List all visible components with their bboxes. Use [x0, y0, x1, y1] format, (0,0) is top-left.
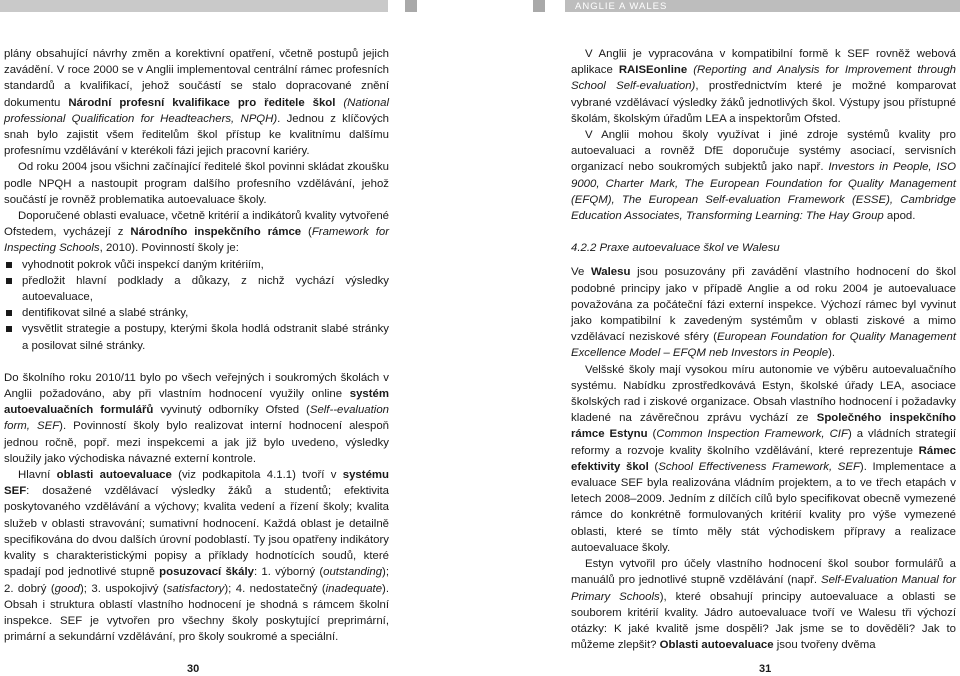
left-paragraph-5: Hlavní oblasti autoevaluace (viz podkapitola 4.1.1) tvoří v systému SEF: dosažené vzdělávací výsledky žáků a studentů; efektivita poskytovaného vzdělávání a výchovy; kvalita vedení a řízení školy; kvalita služeb v oblasti stravování; sumativní hodnocení. Každá oblast je detailně specifikována do dvou dalších úrovní podoblastí. Ty jsou opatřeny indikátory kvality s charakteristickými popisy a příklady hodnotících soudů, které spadají pod jednotlivé stupně posuzovací škály: 1. výborný (outstanding); 2. dobrý (good); 3. uspokojivý (satisfactory); 4. nedostatečný (inadequate). Obsah i struktura oblastí vlastního hodnocení je shodná s rámcem školní inspekce. SEF je vytvořen pro všechny školy poskytující preprimární, primární a sekundární vzdělávání, pro školy soukromé a speciální. — [4, 469, 389, 644]
left-paragraph-4: Do školního roku 2010/11 bylo po všech veřejných i soukromých školách v Anglii požadováno, aby při vlastním hodnocení využily online systém autoevaluačních formulářů vyvinutý odborníky Ofsted (Self--evaluation form, SEF). Povinností školy bylo realizovat interní hodnocení alespoň jednou ročně, popř. mezi inspekcemi a jak již bylo uvedeno, výsledky sloužily jako východiska návazné externí kontrole. — [4, 371, 389, 465]
header-marker-right — [533, 0, 545, 12]
square-bullet-icon — [6, 326, 12, 332]
header-marker-left — [405, 0, 417, 12]
right-paragraph-4: Velšské školy mají vysokou míru autonomie ve výběru autoevaluačního systému. Nabídku zprostředkovává Estyn, školské úřady LEA, asociace školských rad i ziskové organizace. Obsah vlastního hodnocení i požadavky kladené na závěrečnou zprávu vychází ze Společného inspekčního rámce Estynu (Common Inspection Framework, CIF) a vládních strategií reformy a rozvoje kvality školního vzdělávání, které reprezentuje Rámec efektivity škol (School Effectiveness Framework, SEF). Implementace a evaluace SEF byla realizována vládním projektem, a to ve třech etapách v letech 2008–2009. Jedním z dílčích cílů bylo specifikovat obecně vymezené rámce do konkrétně formulovaných kritérií kvality pro výše vymezené oblasti, které se tímto měly stát východiskem přípravy a realizace autoevaluace školy. — [571, 363, 956, 554]
right-paragraph-5: Estyn vytvořil pro účely vlastního hodnocení škol soubor formulářů a manuálů pro jednotlivé stupně vzdělávání (např. Self-Evaluation Manual for Primary Schools), které obsahují principy autoevaluace a oblasti se souborem kritérií kvality. Jádro autoevaluace tvoří ve Walesu tři výchozí otázky: K jaké kvalitě jsme dospěli? Jak jsme se to dověděli? Jak to můžeme zlepšit? Oblasti autoevaluace jsou tvořeny dvěma — [571, 558, 957, 652]
right-paragraph-3: Ve Walesu jsou posuzovány při zavádění vlastního hodnocení do škol podobné principy jako v případě Anglie a od roku 2004 je autoevaluace považována za počáteční fázi externí inspekce. Výchozí rámec byl vyvinut jako kompatibilní k zavedeným systémům v oblasti ziskové a mimo vzdělávací neziskové sféry (European Foundation for Quality Management Excellence Model – EFQM neb Investors in People). — [571, 266, 956, 360]
square-bullet-icon — [6, 310, 12, 316]
right-paragraph-2: V Anglii mohou školy využívat i jiné zdroje systémů kvality pro autoevaluaci a rovněž DfE doporučuje systémy asociací, servisních organizací nebo soukromých subjektů jako např. Investors in People, ISO 9000, Charter Mark, The European Foundation for Quality Management (EFQM), The European Self-evaluation Framework (ESSE), Cambridge Education Associates, Transforming Learning: The Hay Group apod. — [571, 129, 957, 223]
left-paragraph-1: plány obsahující návrhy změn a korektivní opatření, včetně postupů jejich zavádění. V roce 2000 se v Anglii implementoval centrální rámec profesních standardů a kvalifikací, jehož součástí se stalo dopracované znění dokumentu Národní profesní kvalifikace pro ředitele škol (National professional Qualification for Headteachers, NPQH). Jednou z klíčových snah bylo zajistit všem ředitelům škol přístup ke kvalitnímu dalšímu profesnímu vzdělávání v kterékoli fázi jejich pracovní kariéry. — [4, 48, 389, 158]
left-column — [4, 46, 389, 645]
list-item: vysvětlit strategie a postupy, kterými škola hodlá odstranit slabé stránky a posilovat silné stránky. — [4, 321, 389, 353]
spacer — [571, 224, 956, 240]
left-paragraph-3: Doporučené oblasti evaluace, včetně kritérií a indikátorů kvality vytvořené Ofstedem, vycházejí z Národního inspekčního rámce (Framework for Inspecting Schools, 2010). Povinností školy je: — [4, 210, 389, 255]
list-item: předložit hlavní podklady a důkazy, z nichž vychází výsledky autoevaluace, — [4, 273, 389, 305]
left-paragraph-2: Od roku 2004 jsou všichni začínající ředitelé škol povinni skládat zkoušku podle NPQH a nastoupit program dalšího profesního vzdělávání, jehož součástí je rovněž problematika autoevaluace školy. — [4, 161, 389, 206]
list-item: vyhodnotit pokrok vůči inspekcí daným kritériím, — [4, 257, 389, 273]
page-number-right: 31 — [759, 663, 772, 675]
page-number-left: 30 — [187, 663, 200, 675]
running-head: ANGLIE A WALES — [575, 1, 668, 12]
header-bar-left — [0, 0, 388, 12]
requirements-list — [4, 257, 389, 354]
list-item: dentifikovat silné a slabé stránky, — [4, 305, 389, 321]
spacer — [571, 256, 956, 264]
spacer — [4, 354, 389, 370]
section-heading: 4.2.2 Praxe autoevaluace škol ve Walesu — [571, 242, 780, 255]
square-bullet-icon — [6, 262, 12, 268]
right-paragraph-1: V Anglii je vypracována v kompatibilní formě k SEF rovněž webová aplikace RAISEonline (Reporting and Analysis for Improvement through School Self-evaluation), prostřednictvím které je možné komparovat vybrané vzdělávací výsledky žáků jednotlivých škol. Výstupy jsou přístupné školám, školským úřadům LEA a inspektorům Ofsted. — [571, 48, 956, 125]
right-column — [571, 46, 956, 653]
square-bullet-icon — [6, 278, 12, 284]
